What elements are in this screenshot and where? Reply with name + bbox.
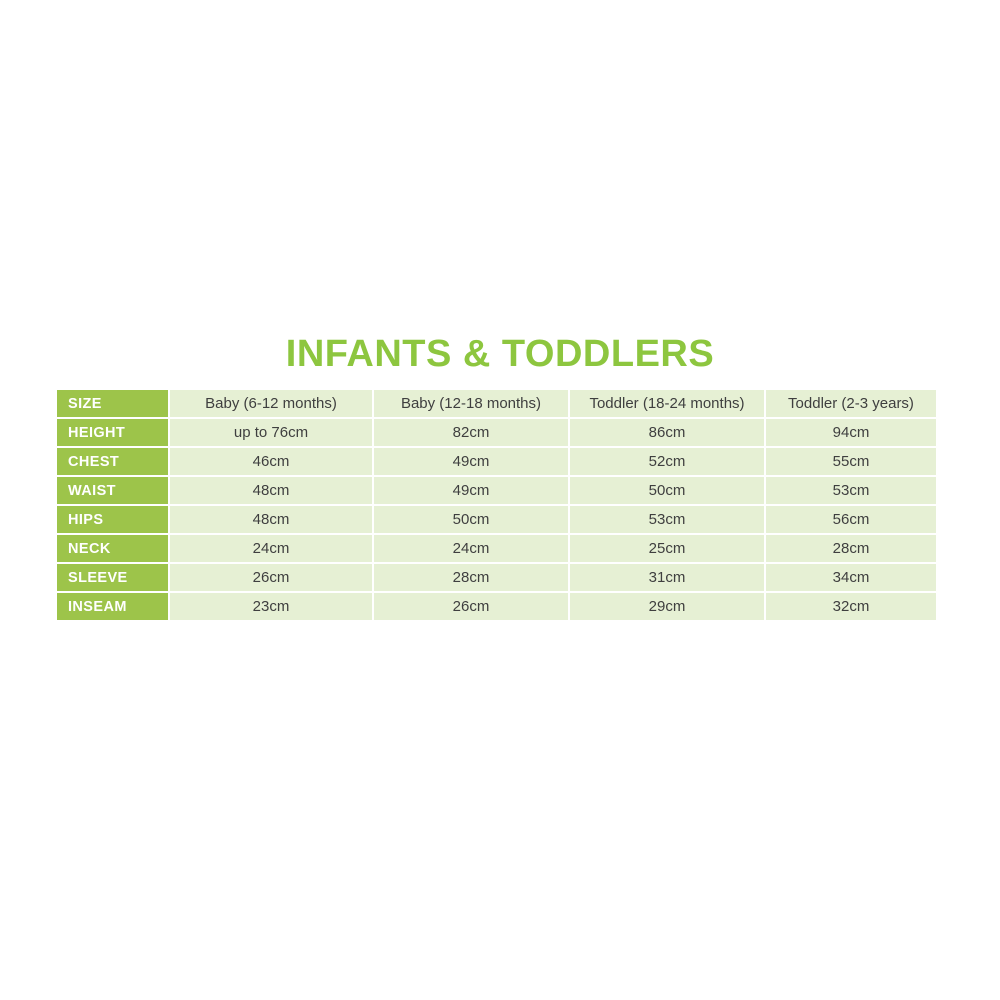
cell-value: 24cm [373, 534, 569, 563]
cell-value: 28cm [765, 534, 937, 563]
cell-value: 52cm [569, 447, 765, 476]
row-label-height: HEIGHT [56, 418, 169, 447]
table-row-height [56, 418, 937, 447]
column-header-toddler-2-3: Toddler (2-3 years) [765, 389, 937, 418]
size-chart-table [55, 388, 938, 622]
column-header-toddler-18-24: Toddler (18-24 months) [569, 389, 765, 418]
cell-value: 49cm [373, 476, 569, 505]
row-label-sleeve: SLEEVE [56, 563, 169, 592]
cell-value: 34cm [765, 563, 937, 592]
cell-value: 24cm [169, 534, 373, 563]
cell-value: 53cm [765, 476, 937, 505]
cell-value: 49cm [373, 447, 569, 476]
cell-value: 50cm [569, 476, 765, 505]
cell-value: 48cm [169, 505, 373, 534]
table-row-waist [56, 476, 937, 505]
cell-value: up to 76cm [169, 418, 373, 447]
table-row-neck [56, 534, 937, 563]
cell-value: 48cm [169, 476, 373, 505]
row-label-chest: CHEST [56, 447, 169, 476]
header-row [56, 389, 937, 418]
page-title: INFANTS & TODDLERS [285, 333, 715, 375]
column-header-baby-6-12: Baby (6-12 months) [169, 389, 373, 418]
cell-value: 53cm [569, 505, 765, 534]
table-row-sleeve [56, 563, 937, 592]
cell-value: 23cm [169, 592, 373, 621]
cell-value: 29cm [569, 592, 765, 621]
table-row-inseam [56, 592, 937, 621]
cell-value: 32cm [765, 592, 937, 621]
table-row-hips [56, 505, 937, 534]
cell-value: 86cm [569, 418, 765, 447]
cell-value: 50cm [373, 505, 569, 534]
cell-value: 25cm [569, 534, 765, 563]
cell-value: 28cm [373, 563, 569, 592]
cell-value: 56cm [765, 505, 937, 534]
cell-value: 94cm [765, 418, 937, 447]
row-label-inseam: INSEAM [56, 592, 169, 621]
cell-value: 46cm [169, 447, 373, 476]
cell-value: 26cm [169, 563, 373, 592]
cell-value: 82cm [373, 418, 569, 447]
corner-header-size: SIZE [56, 389, 169, 418]
column-header-baby-12-18: Baby (12-18 months) [373, 389, 569, 418]
table-row-chest [56, 447, 937, 476]
row-label-neck: NECK [56, 534, 169, 563]
cell-value: 31cm [569, 563, 765, 592]
row-label-waist: WAIST [56, 476, 169, 505]
cell-value: 55cm [765, 447, 937, 476]
cell-value: 26cm [373, 592, 569, 621]
row-label-hips: HIPS [56, 505, 169, 534]
